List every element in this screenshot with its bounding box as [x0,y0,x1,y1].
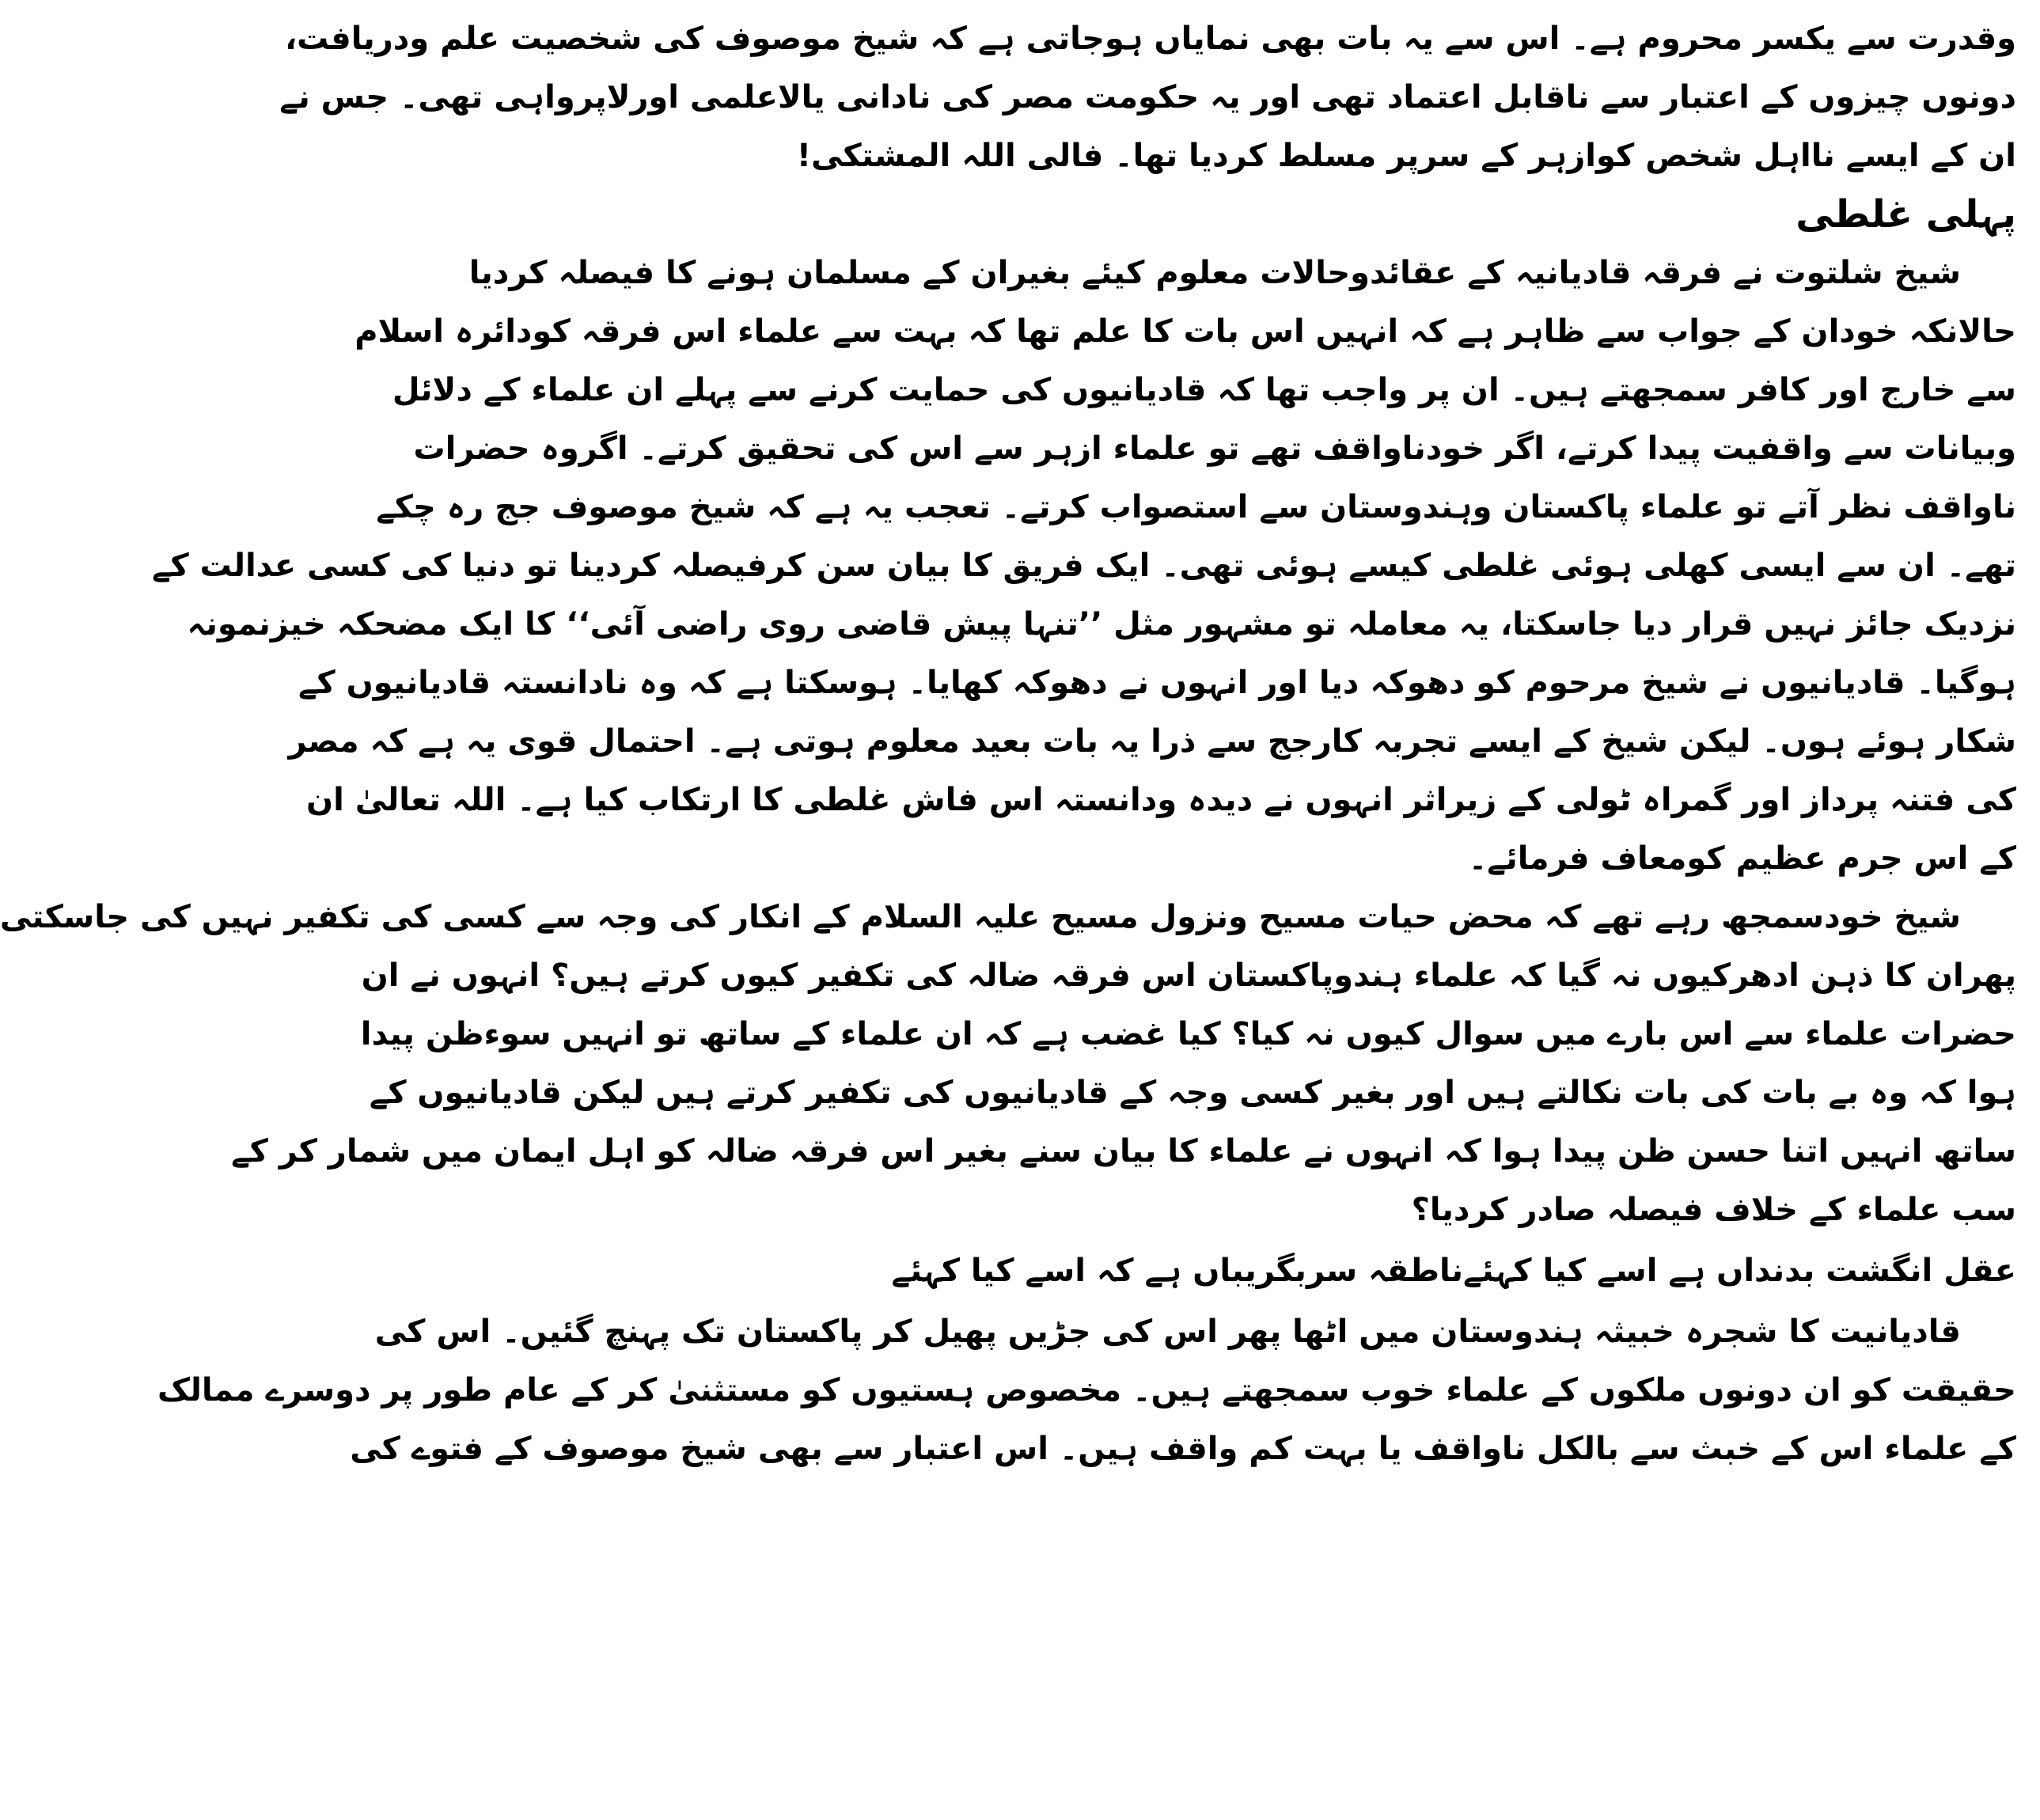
text-line: وبیانات سے واقفیت پیدا کرتے، اگر خودناواقف تھے تو علماء ازہر سے اس کی تحقیق کرتے۔ اگروہ حضرات [413,430,2016,467]
text-line: ناواقف نظر آتے تو علماء پاکستان وہندوستان سے استصواب کرتے۔ تعجب یہ ہے کہ شیخ موصوف جج رہ چکے [376,489,2016,525]
text-line: کے علماء اس کے خبث سے بالکل ناواقف یا بہت کم واقف ہیں۔ اس اعتبار سے بھی شیخ موصوف کے فتوے کی [350,1431,2016,1467]
text-line: وقدرت سے یکسر محروم ہے۔ اس سے یہ بات بھی نمایاں ہوجاتی ہے کہ شیخ موصوف کی شخصیت علم ودریافت، [284,21,2016,57]
text-line: ہوا کہ وہ بے بات کی بات نکالتے ہیں اور بغیر کسی وجہ کے قادیانیوں کی تکفیر کرتے ہیں لیکن قادیانیوں کے [369,1075,2016,1111]
text-line: دونوں چیزوں کے اعتبار سے ناقابل اعتماد تھی اور یہ حکومت مصر کی نادانی یالاعلمی اورلاپرواہی تھی۔ جس نے [279,79,2016,116]
text-line: حقیقت کو ان دونوں ملکوں کے علماء خوب سمجھتے ہیں۔ مخصوص ہستیوں کو مستثنیٰ کر کے عام طور پر دوسرے ممالک [157,1372,2016,1409]
text-line: پھران کا ذہن ادھرکیوں نہ گیا کہ علماء ہندوپاکستان اس فرقہ ضالہ کی تکفیر کیوں کرتے ہیں؟ انہوں نے ان [361,957,2016,994]
couplet-first-hemistich: عقل انگشت بدنداں ہے اسے کیا کہئے [1463,1253,2016,1289]
text-line: حالانکہ خودان کے جواب سے ظاہر ہے کہ انہیں اس بات کا علم تھا کہ بہت سے علماء اس فرقہ کودائرہ اسلام [355,313,2016,350]
text-line: سب علماء کے خلاف فیصلہ صادر کردیا؟ [1411,1192,2016,1228]
section-heading: پہلی غلطی [1795,192,2016,237]
couplet-second-hemistich: ناطقہ سربگریباں ہے کہ اسے کیا کہئے [891,1253,1464,1289]
text-line: کی فتنہ پرداز اور گمراہ ٹولی کے زیراثر انہوں نے دیدہ ودانستہ اس فاش غلطی کا ارتکاب کیا ہے۔ اللہ تعالیٰ ان [306,782,2016,818]
text-line: ساتھ انہیں اتنا حسن ظن پیدا ہوا کہ انہوں نے علماء کا بیان سنے بغیر اس فرقہ ضالہ کو اہل ایمان میں شمار کر کے [231,1133,2016,1170]
text-line: تھے۔ ان سے ایسی کھلی ہوئی غلطی کیسے ہوئی تھی۔ ایک فریق کا بیان سن کرفیصلہ کردینا تو دنیا کی کسی عدالت کے [151,548,2016,584]
text-line: ان کے ایسے نااہل شخص کوازہر کے سرپر مسلط کردیا تھا۔ فالی اللہ المشتکی! [796,138,2016,174]
poetry-couplet [877,1239,2016,1302]
text-line: شکار ہوئے ہوں۔ لیکن شیخ کے ایسے تجربہ کارجج سے ذرا یہ بات بعید معلوم ہوتی ہے۔ احتمال قوی یہ ہے کہ مصر [288,723,2016,760]
text-line: شیخ خودسمجھ رہے تھے کہ محض حیات مسیح ونزول مسیح علیہ السلام کے انکار کی وجہ سے کسی کی تکفیر نہیں کی جاسکتی [0,899,1961,935]
text-line: حضرات علماء سے اس بارے میں سوال کیوں نہ کیا؟ کیا غضب ہے کہ ان علماء کے ساتھ تو انہیں سوءظن پیدا [360,1016,2016,1052]
text-line: قادیانیت کا شجرہ خبیثہ ہندوستان میں اٹھا پھر اس کی جڑیں پھیل کر پاکستان تک پہنچ گئیں۔ اس کی [374,1314,1961,1350]
text-line: ہوگیا۔ قادیانیوں نے شیخ مرحوم کو دھوکہ دیا اور انہوں نے دھوکہ کھایا۔ ہوسکتا ہے کہ وہ نادانستہ قادیانیوں کے [298,665,2016,701]
text-line: شیخ شلتوت نے فرقہ قادیانیہ کے عقائدوحالات معلوم کیئے بغیران کے مسلمان ہونے کا فیصلہ کردیا [468,255,1961,291]
text-line: سے خارج اور کافر سمجھتے ہیں۔ ان پر واجب تھا کہ قادیانیوں کی حمایت کرنے سے پہلے ان علماء کے دلائل [392,372,2016,408]
text-line: نزدیک جائز نہیں قرار دیا جاسکتا، یہ معاملہ تو مشہور مثل ’’تنہا پیش قاضی روی راضی آئی‘‘ کا ایک مضحکہ خیزنمونہ [187,606,2016,643]
text-line: کے اس جرم عظیم کومعاف فرمائے۔ [1468,840,2016,877]
